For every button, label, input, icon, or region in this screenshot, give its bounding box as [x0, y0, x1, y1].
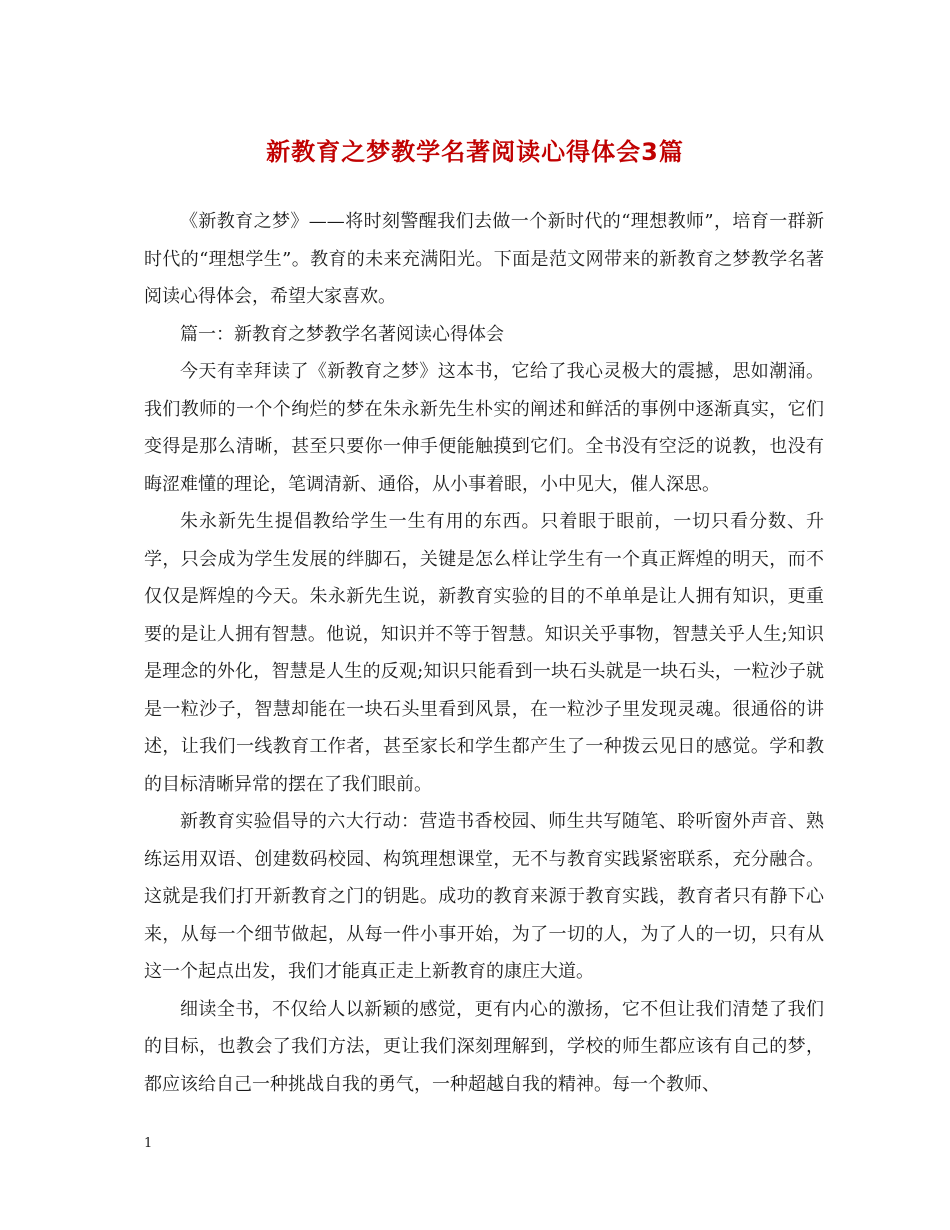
body-paragraph: 朱永新先生提倡教给学生一生有用的东西。只着眼于眼前，一切只看分数、升学，只会成为学生发展的绊脚石，关键是怎么样让学生有一个真正辉煌的明天，而不仅仅是辉煌的今天。朱永新先生说，新教育实验的目的不单单是让人拥有知识，更重要的是让人拥有智慧。他说，知识并不等于智慧。知识关乎事物，智慧关乎人生;知识是理念的外化，智慧是人生的反观;知识只能看到一块石头就是一块石头，一粒沙子就是一粒沙子，智慧却能在一块石头里看到风景，在一粒沙子里发现灵魂。很通俗的讲述，让我们一线教育工作者，甚至家长和学生都产生了一种拨云见日的感觉。学和教的目标清晰异常的摆在了我们眼前。: [144, 511, 824, 795]
document-title: 新教育之梦教学名著阅读心得体会3篇: [266, 138, 684, 166]
body-paragraph: 细读全书，不仅给人以新颖的感觉，更有内心的激扬，它不但让我们清楚了我们的目标，也教会了我们方法，更让我们深刻理解到，学校的师生都应该有自己的梦，都应该给自己一种挑战自我的勇气，一种超越自我的精神。每一个教师、: [144, 998, 824, 1095]
body-paragraph: 今天有幸拜读了《新教育之梦》这本书，它给了我心灵极大的震撼，思如潮涌。我们教师的一个个绚烂的梦在朱永新先生朴实的阐述和鲜活的事例中逐渐真实，它们变得是那么清晰，甚至只要你一伸手便能触摸到它们。全书没有空泛的说教，也没有晦涩难懂的理论，笔调清新、通俗，从小事着眼，小中见大，催人深思。: [144, 361, 824, 495]
document-body: [144, 203, 824, 1103]
section-heading: 篇一：新教育之梦教学名著阅读心得体会: [180, 323, 504, 345]
intro-paragraph: 《新教育之梦》——将时刻警醒我们去做一个新时代的“理想教师”，培育一群新时代的“理想学生”。教育的未来充满阳光。下面是范文网带来的新教育之梦教学名著阅读心得体会，希望大家喜欢。: [144, 211, 824, 307]
page-number: 1: [144, 1136, 153, 1151]
body-paragraph: 新教育实验倡导的六大行动：营造书香校园、师生共写随笔、聆听窗外声音、熟练运用双语、创建数码校园、构筑理想课堂，无不与教育实践紧密联系，充分融合。这就是我们打开新教育之门的钥匙。成功的教育来源于教育实践，教育者只有静下心来，从每一个细节做起，从每一件小事开始，为了一切的人，为了人的一切，只有从这一个起点出发，我们才能真正走上新教育的康庄大道。: [144, 811, 824, 982]
